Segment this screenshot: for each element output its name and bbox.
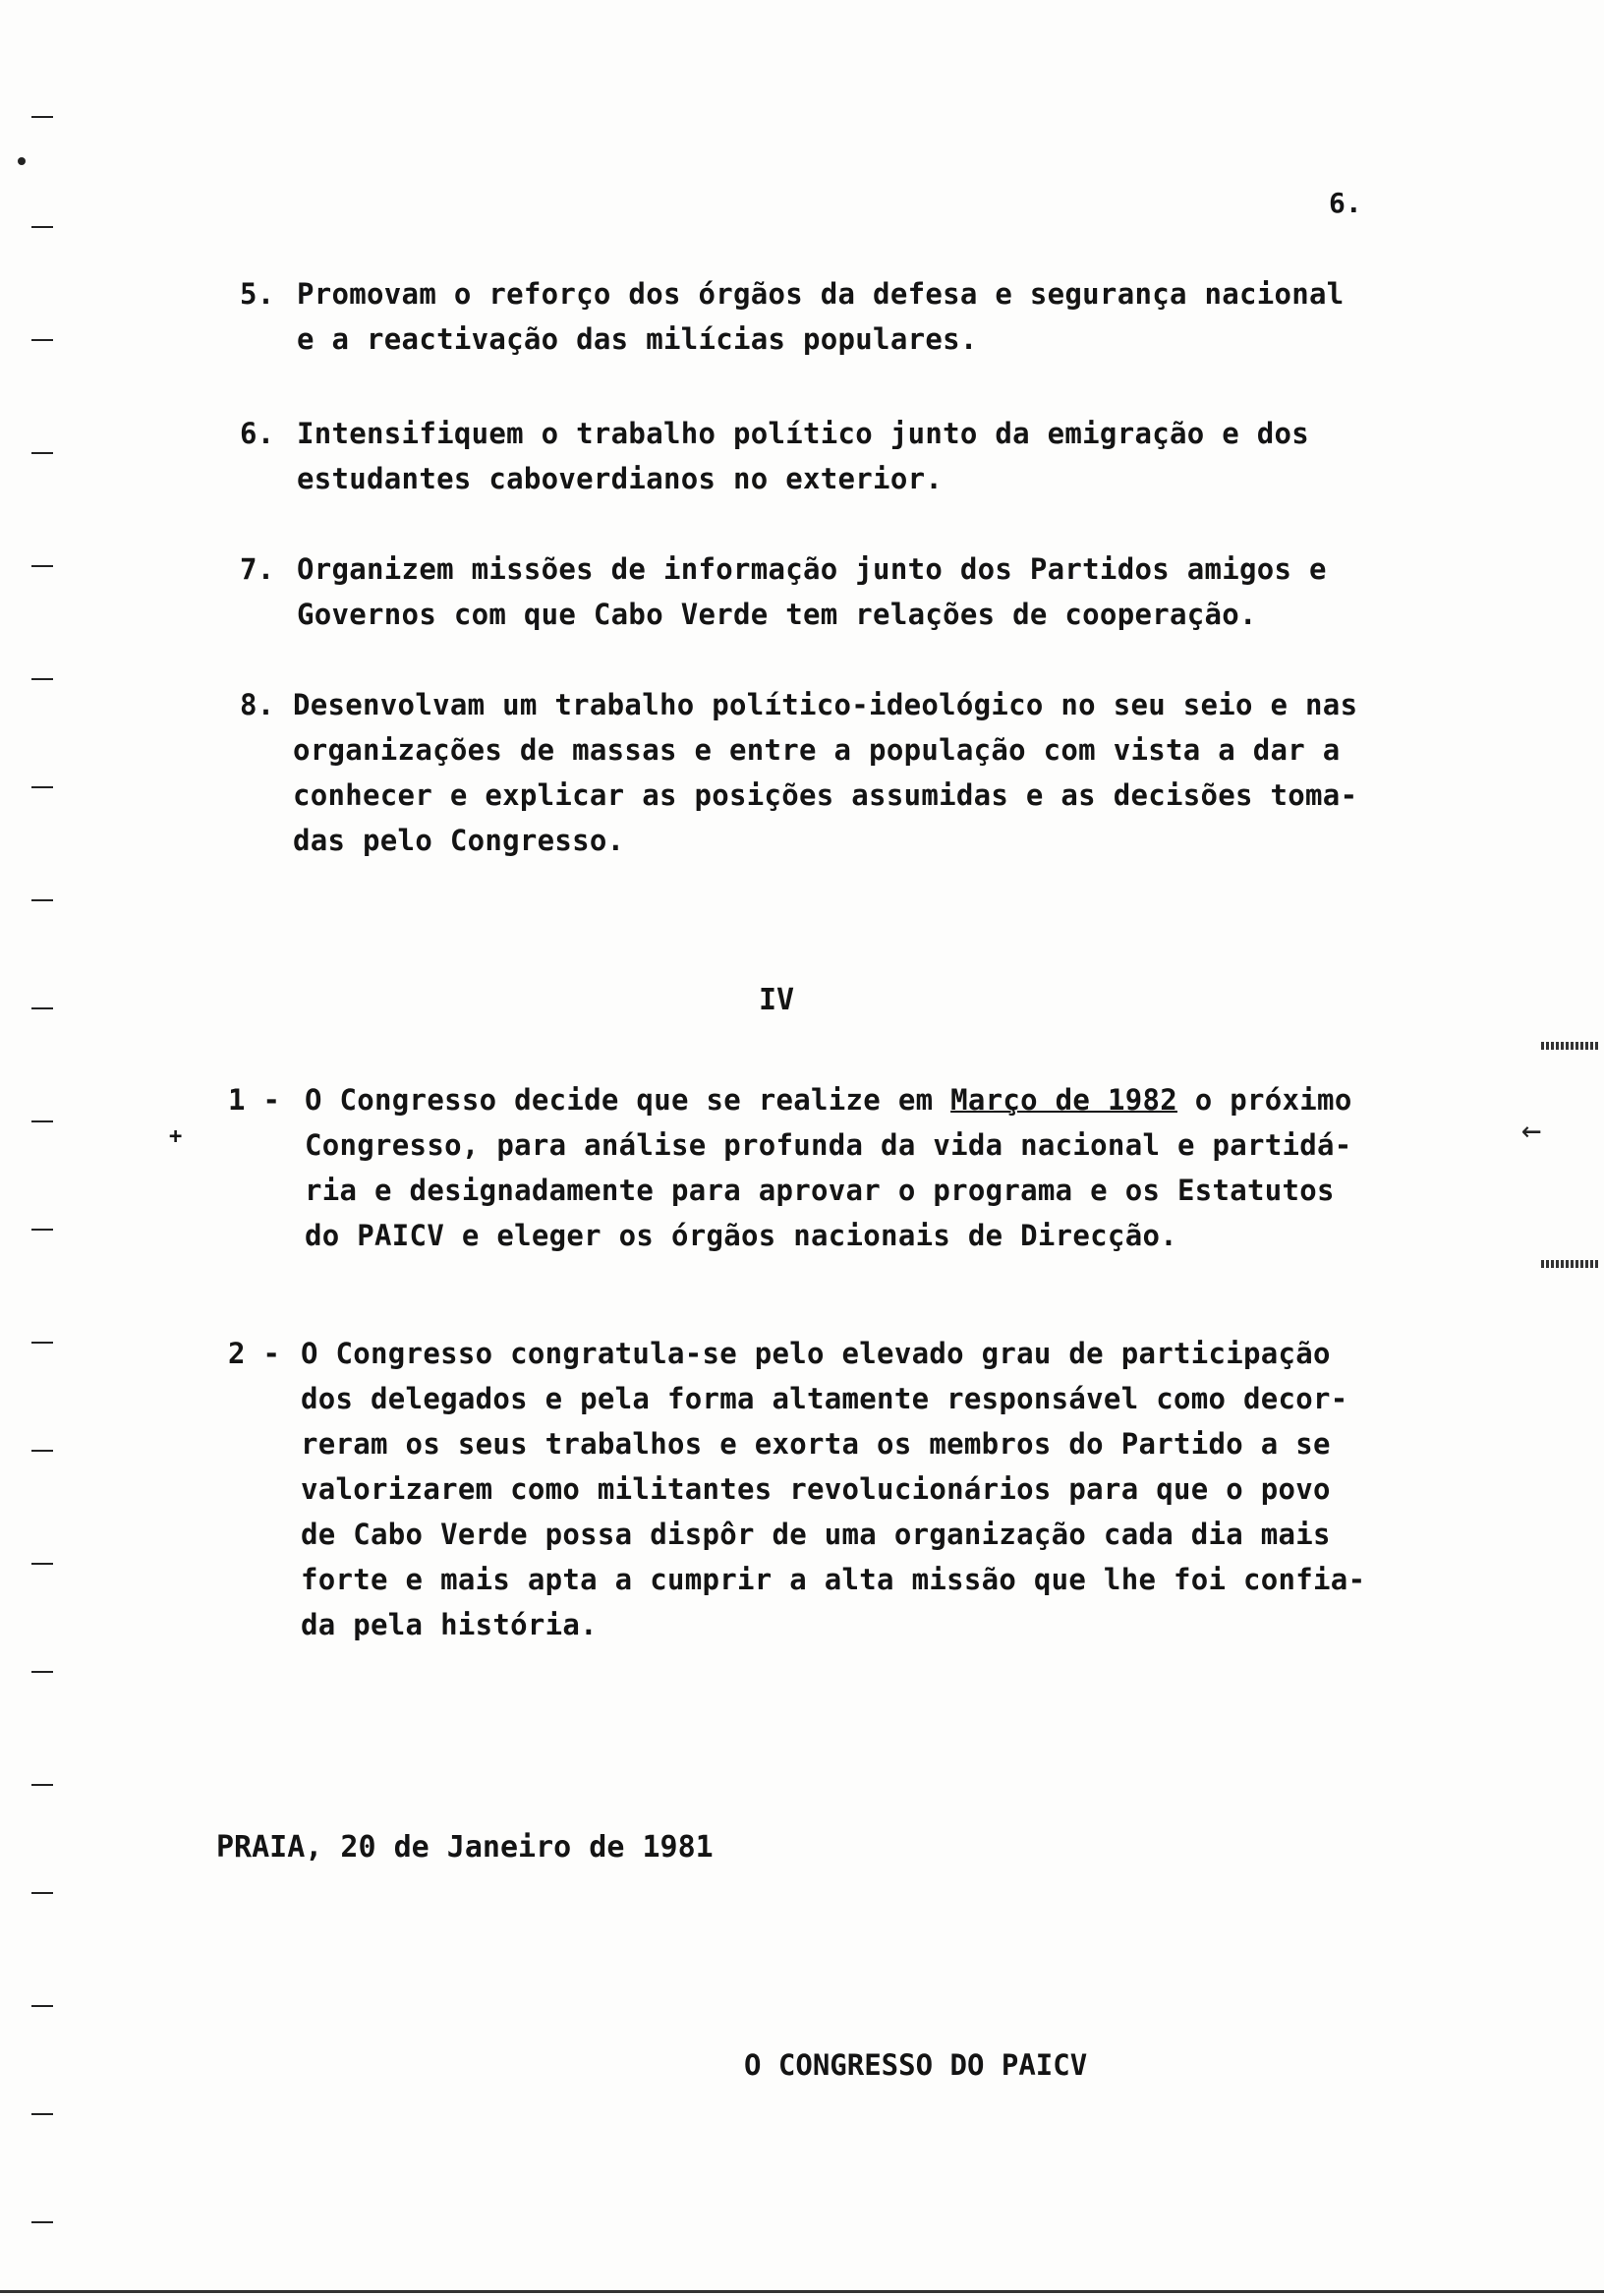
binder-mark	[31, 1120, 53, 1122]
item-number: 8.	[240, 688, 275, 721]
item-line: Promovam o reforço dos órgãos da defesa e segurança nacional	[297, 277, 1345, 311]
binder-mark	[31, 565, 53, 567]
item-line: reram os seus trabalhos e exorta os membros do Partido a se	[301, 1427, 1331, 1461]
item-line: ria e designadamente para aprovar o programa e os Estatutos	[305, 1174, 1335, 1207]
cross-mark: +	[169, 1124, 183, 1149]
binder-mark	[31, 2221, 53, 2223]
binder-mark	[31, 226, 53, 228]
item-line: Congresso, para análise profunda da vida nacional e partidá-	[305, 1128, 1352, 1162]
binder-mark	[31, 452, 53, 454]
item-number: 5.	[240, 277, 275, 311]
item-line: forte e mais apta a cumprir a alta missão que lhe foi confia-	[301, 1563, 1366, 1596]
binder-mark	[31, 1229, 53, 1231]
place-date: PRAIA, 20 de Janeiro de 1981	[216, 1830, 714, 1865]
binder-mark	[31, 2113, 53, 2115]
item-line: organizações de massas e entre a população com vista a dar a	[293, 733, 1341, 767]
bottom-edge	[0, 2290, 1604, 2293]
item-line: da pela história.	[301, 1608, 598, 1641]
item-line: Governos com que Cabo Verde tem relações de cooperação.	[297, 598, 1257, 631]
binder-mark	[31, 1342, 53, 1344]
binder-mark	[31, 1007, 53, 1009]
item-line-text: o próximo	[1176, 1083, 1352, 1117]
page-number: 6.	[1329, 187, 1362, 219]
binder-mark	[31, 2005, 53, 2007]
item-line: estudantes caboverdianos no exterior.	[297, 462, 944, 495]
section-heading: IV	[759, 983, 795, 1017]
item-line: Organizem missões de informação junto dos Partidos amigos e	[297, 552, 1327, 586]
margin-dot	[18, 157, 26, 165]
binder-mark	[31, 339, 53, 341]
binder-mark	[31, 1450, 53, 1452]
item-number: 2 -	[228, 1337, 281, 1370]
item-line: das pelo Congresso.	[293, 824, 625, 857]
item-line: e a reactivação das milícias populares.	[297, 322, 978, 356]
item-number: 7.	[240, 552, 275, 586]
item-line-text: O Congresso decide que se realize em	[305, 1083, 951, 1117]
item-line: valorizarem como militantes revolucionários para que o povo	[301, 1472, 1331, 1506]
item-line: conhecer e explicar as posições assumidas e as decisões toma-	[293, 778, 1358, 812]
item-line: O Congresso congratula-se pelo elevado grau de participação	[301, 1337, 1331, 1370]
signature: O CONGRESSO DO PAICV	[744, 2048, 1088, 2082]
item-number: 1 -	[228, 1083, 281, 1117]
binder-mark	[31, 786, 53, 788]
margin-arrow-icon: ←	[1521, 1111, 1542, 1150]
binder-mark	[31, 1892, 53, 1894]
item-line: Desenvolvam um trabalho político-ideológico no seu seio e nas	[293, 688, 1358, 721]
binder-mark	[31, 116, 53, 118]
item-line: de Cabo Verde possa dispôr de uma organização cada dia mais	[301, 1518, 1331, 1551]
binder-mark	[31, 899, 53, 901]
margin-scratch	[1541, 1042, 1600, 1050]
binder-mark	[31, 678, 53, 680]
binder-mark	[31, 1563, 53, 1565]
item-line: do PAICV e eleger os órgãos nacionais de Direcção.	[305, 1219, 1177, 1252]
underlined-date: Março de 1982	[950, 1083, 1177, 1117]
item-line: dos delegados e pela forma altamente responsável como decor-	[301, 1382, 1348, 1415]
item-line: Intensifiquem o trabalho político junto da emigração e dos	[297, 417, 1310, 450]
item-line	[305, 1077, 1352, 1122]
item-number: 6.	[240, 417, 275, 450]
margin-scratch	[1541, 1260, 1600, 1268]
binder-mark	[31, 1671, 53, 1673]
binder-mark	[31, 1784, 53, 1786]
